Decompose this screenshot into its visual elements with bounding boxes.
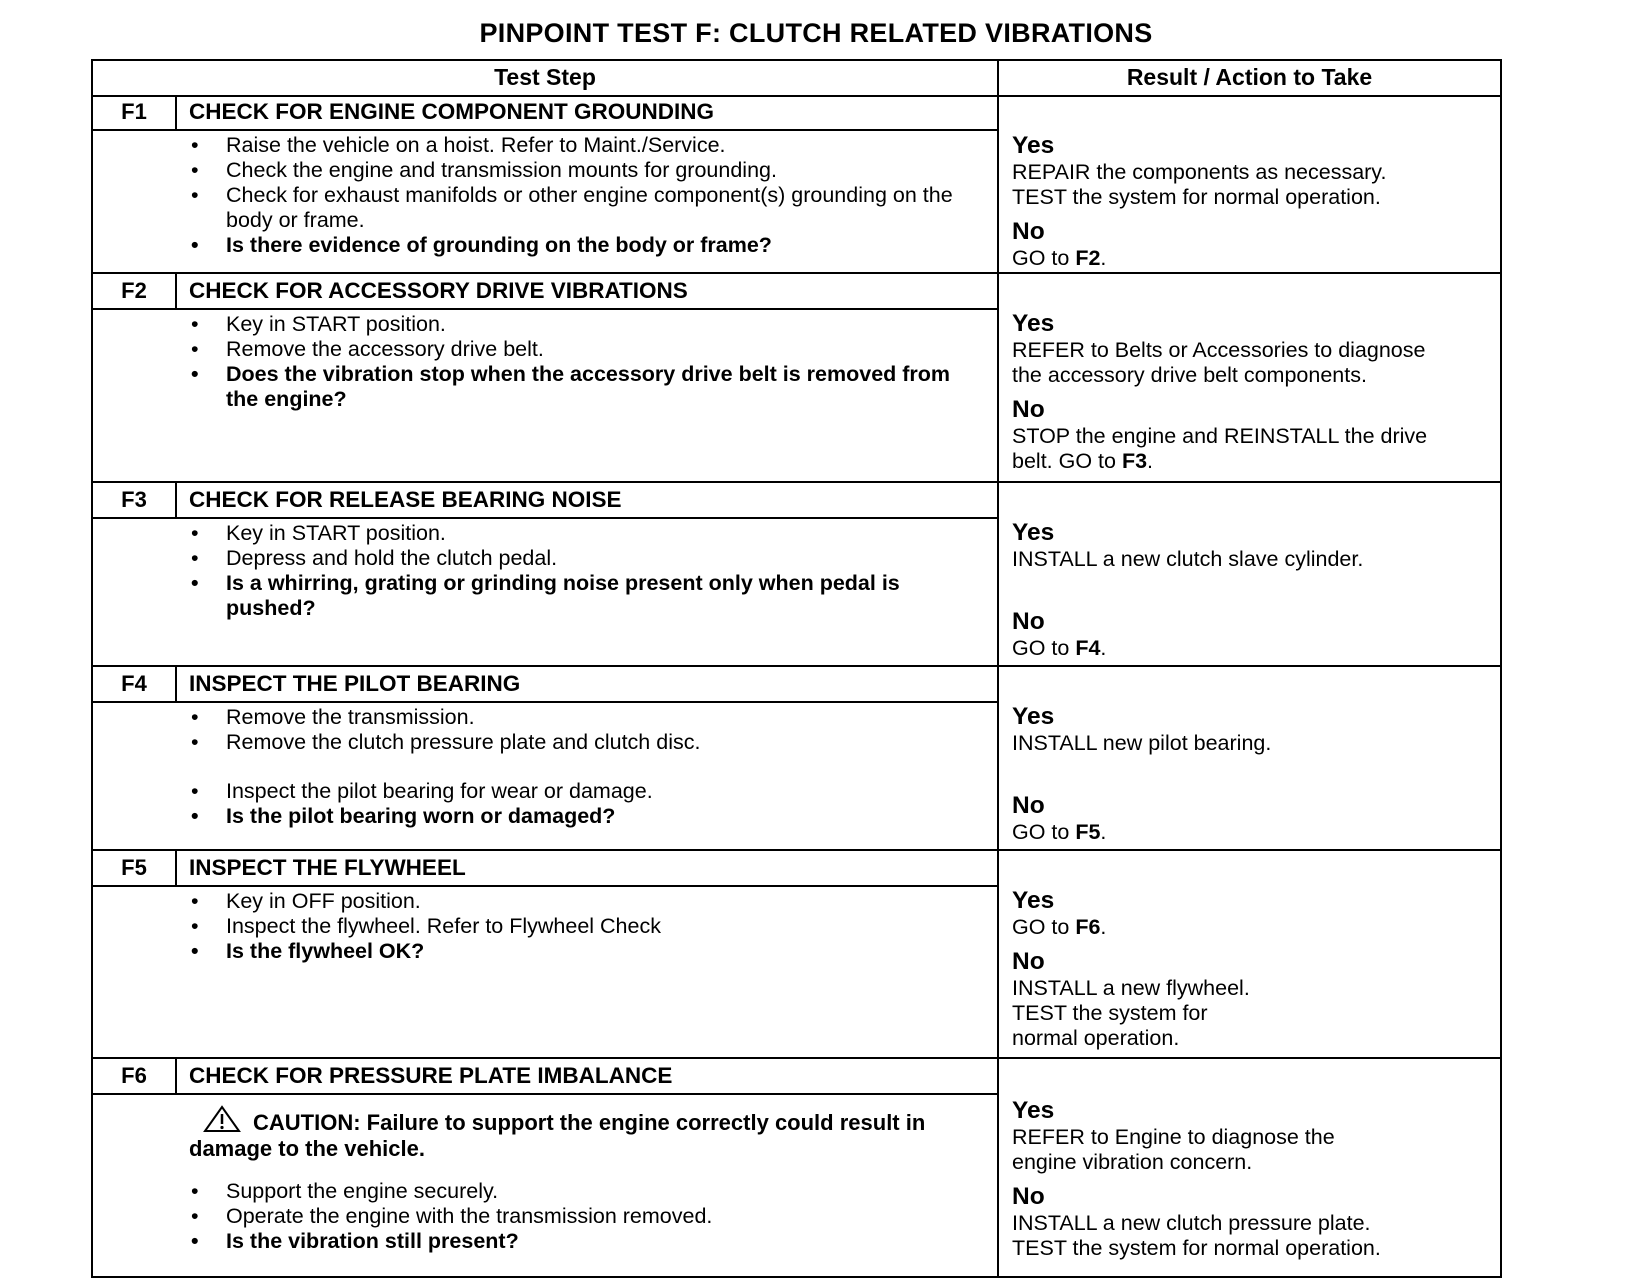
step-result	[1012, 703, 1492, 845]
bullet: • Key in START position.	[189, 521, 979, 546]
step-result	[1012, 132, 1492, 271]
yes-action: INSTALL a new clutch slave cylinder.	[1012, 547, 1364, 571]
yes-label: Yes	[1012, 132, 1055, 159]
bullet: • Key in OFF position.	[189, 889, 979, 914]
step-f5	[93, 849, 1500, 1057]
step-title-row	[93, 483, 999, 519]
step-f6	[93, 1057, 1500, 1278]
step-body	[93, 519, 999, 665]
no-action: normal operation.	[1012, 1026, 1180, 1050]
step-result	[1012, 519, 1492, 661]
goto-ref: F4	[1075, 636, 1101, 660]
step-body	[93, 131, 999, 273]
no-action: INSTALL a new flywheel.	[1012, 976, 1250, 1000]
yes-label: Yes	[1012, 519, 1055, 546]
yes-action: engine vibration concern.	[1012, 1150, 1253, 1174]
bullet: • Support the engine securely.	[189, 1179, 979, 1204]
step-title: CHECK FOR PRESSURE PLATE IMBALANCE	[189, 1063, 673, 1088]
step-title-row	[93, 95, 999, 131]
step-title: CHECK FOR RELEASE BEARING NOISE	[189, 487, 622, 512]
step-bullets	[189, 133, 979, 258]
bullet: • Depress and hold the clutch pedal.	[189, 546, 979, 571]
bullet-question: • Is there evidence of grounding on the body or frame?	[189, 233, 979, 258]
bullet: • Operate the engine with the transmission removed.	[189, 1204, 979, 1229]
bullet: • Check for exhaust manifolds or other engine component(s) grounding on the body or frame.	[189, 183, 979, 233]
step-title: CHECK FOR ENGINE COMPONENT GROUNDING	[189, 99, 715, 124]
no-action: GO to F5.	[1012, 820, 1107, 844]
step-f3	[93, 481, 1500, 665]
bullet: • Inspect the flywheel. Refer to Flywheel Check	[189, 914, 979, 939]
caution-note	[189, 1105, 979, 1162]
bullet: • Remove the transmission.	[189, 705, 979, 730]
bullet: • Remove the clutch pressure plate and clutch disc.	[189, 730, 979, 755]
no-label: No	[1012, 396, 1045, 423]
no-action: GO to F4.	[1012, 636, 1107, 660]
no-label: No	[1012, 792, 1045, 819]
step-id: F5	[93, 851, 177, 885]
step-id: F6	[93, 1059, 177, 1093]
no-action: INSTALL a new clutch pressure plate.	[1012, 1211, 1371, 1235]
yes-action: INSTALL new pilot bearing.	[1012, 731, 1272, 755]
step-title-row	[93, 667, 999, 703]
step-body	[93, 887, 999, 1057]
goto-ref: F5	[1075, 820, 1101, 844]
step-id: F3	[93, 483, 177, 517]
no-label: No	[1012, 948, 1045, 975]
no-label: No	[1012, 608, 1045, 635]
step-f2	[93, 272, 1500, 481]
step-result	[1012, 310, 1502, 474]
yes-label: Yes	[1012, 887, 1055, 914]
step-title: INSPECT THE FLYWHEEL	[189, 855, 466, 880]
bullet: • Raise the vehicle on a hoist. Refer to Maint./Service.	[189, 133, 979, 158]
warning-triangle-icon	[203, 1105, 241, 1133]
step-bullets	[189, 889, 979, 964]
step-body	[93, 310, 999, 481]
step-title-row	[93, 1059, 999, 1095]
goto-ref: F2	[1075, 246, 1101, 270]
step-body	[93, 1095, 999, 1278]
step-bullets	[189, 312, 979, 412]
step-title: CHECK FOR ACCESSORY DRIVE VIBRATIONS	[189, 278, 688, 303]
yes-action: TEST the system for normal operation.	[1012, 185, 1381, 209]
yes-action: REFER to Engine to diagnose the	[1012, 1125, 1335, 1149]
step-result	[1012, 1097, 1492, 1261]
page-title: PINPOINT TEST F: CLUTCH RELATED VIBRATIONS	[479, 18, 1153, 48]
header-result-action: Result / Action to Take	[999, 61, 1500, 97]
step-id: F4	[93, 667, 177, 701]
bullet-question: • Is the flywheel OK?	[189, 939, 979, 964]
no-action: TEST the system for normal operation.	[1012, 1236, 1381, 1260]
yes-action: the accessory drive belt components.	[1012, 363, 1367, 387]
yes-label: Yes	[1012, 310, 1055, 337]
step-id: F2	[93, 274, 177, 308]
step-bullets	[189, 705, 979, 829]
yes-label: Yes	[1012, 1097, 1055, 1124]
yes-action: REFER to Belts or Accessories to diagnose	[1012, 338, 1426, 362]
step-title-row	[93, 274, 999, 310]
no-action: STOP the engine and REINSTALL the drive belt. GO to F3.	[1012, 424, 1428, 473]
step-f4	[93, 665, 1500, 849]
yes-label: Yes	[1012, 703, 1055, 730]
header-test-step: Test Step	[93, 61, 999, 97]
yes-action: REPAIR the components as necessary.	[1012, 160, 1387, 184]
caution-text: CAUTION: Failure to support the engine correctly could result in damage to the vehicle.	[189, 1110, 926, 1161]
step-title: INSPECT THE PILOT BEARING	[189, 671, 521, 696]
bullet-question: • Is a whirring, grating or grinding noise present only when pedal is pushed?	[189, 571, 979, 621]
no-action: TEST the system for	[1012, 1001, 1208, 1025]
bullet: • Key in START position.	[189, 312, 979, 337]
goto-ref: F6	[1075, 915, 1101, 939]
step-bullets	[189, 1179, 979, 1254]
goto-ref: F3	[1121, 449, 1148, 473]
pinpoint-test-table	[91, 59, 1502, 1278]
bullet-question: • Is the vibration still present?	[189, 1229, 979, 1254]
step-result	[1012, 887, 1492, 1051]
bullet-question: • Is the pilot bearing worn or damaged?	[189, 804, 979, 829]
step-f1	[93, 95, 1500, 273]
step-body	[93, 703, 999, 849]
no-label: No	[1012, 218, 1045, 245]
yes-action: GO to F6.	[1012, 915, 1107, 939]
bullet: • Check the engine and transmission mounts for grounding.	[189, 158, 979, 183]
step-id: F1	[93, 95, 177, 129]
bullet: • Remove the accessory drive belt.	[189, 337, 979, 362]
no-label: No	[1012, 1183, 1045, 1210]
step-bullets	[189, 521, 979, 621]
no-action: GO to F2.	[1012, 246, 1107, 270]
bullet-question: • Does the vibration stop when the accessory drive belt is removed from the engine?	[189, 362, 979, 412]
step-title-row	[93, 851, 999, 887]
bullet: • Inspect the pilot bearing for wear or damage.	[189, 779, 979, 804]
